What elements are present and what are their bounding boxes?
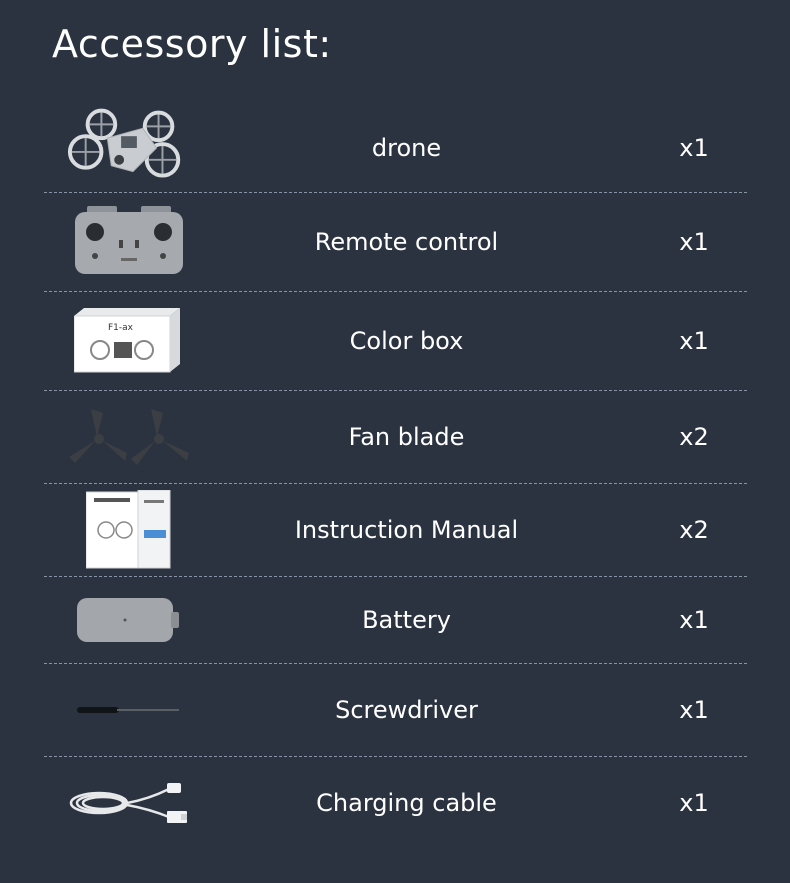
- battery-icon: [64, 598, 194, 642]
- item-quantity: x1: [679, 789, 709, 817]
- item-quantity: x2: [679, 423, 709, 451]
- charging-cable-icon: [64, 779, 194, 827]
- list-item: [44, 577, 747, 664]
- item-name: Remote control: [314, 228, 499, 256]
- item-name: Screwdriver: [335, 696, 478, 724]
- list-item: [44, 104, 747, 193]
- item-quantity: x1: [679, 228, 709, 256]
- list-item: [44, 484, 747, 577]
- item-quantity: x1: [679, 606, 709, 634]
- item-name: Charging cable: [316, 789, 497, 817]
- list-item: [44, 292, 747, 391]
- accessory-list: [44, 104, 747, 849]
- list-item: [44, 193, 747, 292]
- item-quantity: x1: [679, 696, 709, 724]
- list-item: [44, 757, 747, 849]
- item-name: Color box: [349, 327, 464, 355]
- list-item: [44, 391, 747, 484]
- remote-control-icon: [64, 206, 194, 278]
- item-quantity: x1: [679, 327, 709, 355]
- fan-blade-icon: [64, 407, 194, 467]
- manual-icon: [64, 490, 194, 570]
- svg-text:F1-ax: F1-ax: [108, 323, 133, 333]
- item-name: drone: [371, 134, 442, 162]
- item-name: Instruction Manual: [294, 516, 519, 544]
- page-title: Accessory list:: [52, 22, 332, 66]
- list-item: [44, 664, 747, 757]
- item-name: Fan blade: [348, 423, 465, 451]
- screwdriver-icon: [64, 704, 194, 716]
- color-box-icon: [64, 308, 194, 374]
- item-name: Battery: [362, 606, 451, 634]
- drone-icon: [64, 108, 194, 188]
- item-quantity: x1: [679, 134, 709, 162]
- item-quantity: x2: [679, 516, 709, 544]
